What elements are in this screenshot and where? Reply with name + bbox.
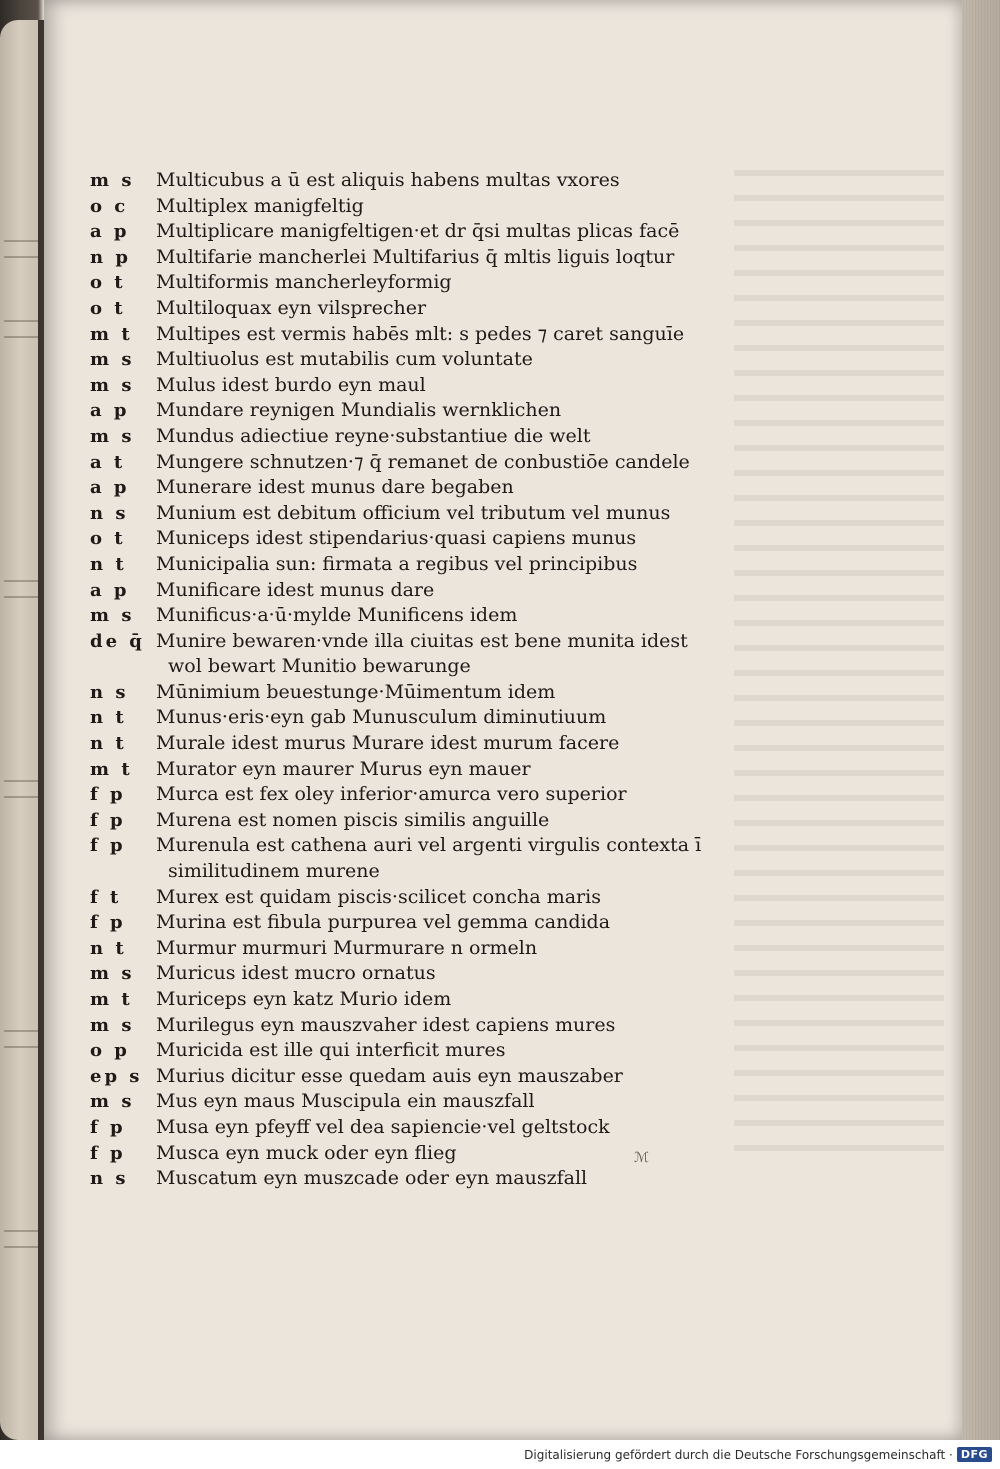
entry-text [156, 168, 620, 194]
entry-text [156, 731, 619, 757]
entry-line: Multipes est vermis habēs mlt: s pedes ⁊ caret sanguīe [156, 322, 685, 345]
printer-mark: ℳ [634, 1150, 649, 1166]
grammar-code: m t [90, 758, 133, 780]
glossary-entry [90, 552, 950, 578]
glossary-entry [90, 475, 950, 501]
grammar-code: f p [90, 784, 126, 806]
entry-line: Murenula est cathena auri vel argenti virgulis contexta ī [156, 834, 702, 857]
entry-line: Multiplex manigfeltig [156, 194, 364, 217]
glossary-entry [90, 501, 950, 527]
glossary-entry [90, 910, 950, 936]
grammar-code: m s [90, 963, 135, 985]
grammar-code: n t [90, 707, 127, 729]
entry-line: Murius dicitur esse quedam auis eyn mauszaber [156, 1064, 623, 1087]
glossary-entry [90, 398, 950, 424]
grammar-code: f p [90, 809, 126, 831]
entry-text [156, 296, 426, 322]
grammar-code: f p [90, 1116, 126, 1138]
entry-text [156, 1166, 587, 1192]
footer-credit: Digitalisierung gefördert durch die Deutsche Forschungsgemeinschaft · [524, 1447, 953, 1462]
grammar-code: f t [90, 886, 122, 908]
footer-bar [0, 1440, 1000, 1469]
show-through-mark [4, 320, 40, 338]
entry-text [156, 347, 533, 373]
glossary-entry [90, 808, 950, 834]
grammar-code: n t [90, 553, 127, 575]
entry-text [156, 270, 452, 296]
grammar-code: a p [90, 579, 130, 601]
show-through-mark [4, 1230, 40, 1248]
entry-text [156, 936, 537, 962]
grammar-code: f p [90, 1142, 126, 1164]
glossary-entry [90, 168, 950, 194]
grammar-code: n t [90, 733, 127, 755]
glossary-entry [90, 219, 950, 245]
grammar-code: m s [90, 170, 135, 191]
entry-text [156, 782, 627, 808]
grammar-code: f p [90, 835, 126, 857]
glossary-entry [90, 347, 950, 373]
entry-text [156, 1013, 615, 1039]
entry-line: Mungere schnutzen·⁊ q̄ remanet de conbustiōe candele [156, 450, 690, 473]
glossary-entry [90, 1038, 950, 1064]
glossary-entry [90, 782, 950, 808]
entry-text [156, 987, 451, 1013]
glossary-entry [90, 1013, 950, 1039]
grammar-code: de q̄ [90, 630, 145, 652]
entry-line: Mulus idest burdo eyn maul [156, 373, 426, 396]
entry-text [156, 910, 610, 936]
glossary-entry [90, 296, 950, 322]
entry-line: Mundus adiectiue reyne·substantiue die welt [156, 424, 591, 447]
entry-line: Munire bewaren·vnde illa ciuitas est bene munita idest [156, 629, 688, 652]
entry-line: Murina est fibula purpurea vel gemma candida [156, 911, 611, 934]
glossary-entry [90, 603, 950, 629]
entry-line: Multiloquax eyn vilsprecher [156, 296, 427, 319]
entry-text [156, 1064, 623, 1090]
glossary-entry [90, 629, 950, 680]
glossary-entry [90, 245, 950, 271]
entry-line: Muriceps eyn katz Murio idem [156, 988, 452, 1010]
entry-line: Mūnimium beuestunge·Mūimentum idem [156, 680, 556, 703]
grammar-code: n t [90, 937, 127, 959]
grammar-code: m s [90, 1091, 135, 1113]
entry-line: Multicubus a ū est aliquis habens multas vxores [156, 169, 620, 191]
grammar-code: m t [90, 323, 133, 345]
entry-line: Murex est quidam piscis·scilicet concha maris [156, 885, 601, 908]
entry-line: Mundare reynigen Mundialis wernklichen [156, 399, 562, 422]
entry-line: Munerare idest munus dare begaben [156, 476, 514, 499]
entry-text [156, 1089, 535, 1115]
entry-line: Musca eyn muck oder eyn flieg [156, 1141, 457, 1164]
entry-text [156, 833, 701, 884]
glossary-entry [90, 885, 950, 911]
entry-line: Murator eyn maurer Murus eyn mauer [156, 757, 531, 780]
glossary-entry [90, 578, 950, 604]
entry-line: Murale idest murus Murare idest murum facere [156, 732, 620, 755]
glossary-entry [90, 1166, 950, 1192]
grammar-code: n s [90, 1168, 129, 1190]
glossary-entry [90, 757, 950, 783]
grammar-code: ep s [90, 1065, 143, 1087]
entry-text [156, 450, 690, 476]
entry-text [156, 757, 531, 783]
entry-line: Municeps idest stipendarius·quasi capiens munus [156, 527, 637, 550]
glossary-entry [90, 526, 950, 552]
entry-text [156, 961, 436, 987]
grammar-code: n p [90, 246, 131, 268]
grammar-code: a p [90, 477, 130, 499]
entry-line: Multiplicare manigfeltigen·et dr q̄si multas plicas facē [156, 220, 680, 243]
entry-text [156, 603, 517, 629]
entry-line: Multiformis mancherleyformig [156, 271, 452, 294]
entry-line: Munium est debitum officium vel tributum vel munus [156, 501, 671, 524]
entry-text [156, 526, 636, 552]
show-through-mark [4, 580, 40, 598]
entry-line: Mus eyn maus Muscipula ein mauszfall [156, 1090, 535, 1113]
glossary-entry [90, 1089, 950, 1115]
glossary-entry [90, 322, 950, 348]
glossary-entry [90, 833, 950, 884]
entry-line: Murilegus eyn mauszvaher idest capiens mures [156, 1013, 616, 1036]
grammar-code: m t [90, 989, 133, 1010]
entry-line: Muricus idest mucro ornatus [156, 962, 436, 985]
entry-line: Muscatum eyn muszcade oder eyn mauszfall [156, 1167, 588, 1190]
grammar-code: m s [90, 349, 135, 371]
glossary-entry [90, 680, 950, 706]
show-through-mark [4, 780, 40, 798]
entry-text [156, 629, 688, 680]
grammar-code: m s [90, 605, 135, 627]
entry-text [156, 194, 364, 220]
glossary-entry [90, 373, 950, 399]
entry-line: Munificare idest munus dare [156, 578, 435, 601]
previous-page-edge [0, 20, 44, 1440]
grammar-code: m s [90, 1014, 135, 1036]
entry-text [156, 552, 637, 578]
grammar-code: n s [90, 681, 129, 703]
grammar-code: a t [90, 451, 126, 473]
grammar-code: n s [90, 502, 129, 524]
grammar-code: o t [90, 297, 126, 319]
entry-continuation-line: similitudinem murene [168, 860, 380, 883]
glossary-entry [90, 1064, 950, 1090]
grammar-code: m s [90, 374, 135, 396]
glossary-entry [90, 1115, 950, 1141]
glossary-entry [90, 1141, 950, 1167]
entry-line: Munus·eris·eyn gab Munusculum diminutiuum [156, 706, 607, 729]
entry-text [156, 808, 549, 834]
show-through-mark [4, 240, 40, 258]
glossary-entry [90, 270, 950, 296]
dfg-logo: DFG [957, 1447, 992, 1462]
entry-text [156, 1115, 610, 1141]
entry-text [156, 885, 601, 911]
entry-text [156, 373, 426, 399]
entry-text [156, 245, 674, 271]
grammar-code: o c [90, 195, 129, 217]
glossary-entry [90, 731, 950, 757]
grammar-code: o t [90, 528, 126, 550]
glossary-entry [90, 961, 950, 987]
page-edge-stack [962, 0, 1000, 1440]
entry-text [156, 1141, 457, 1167]
entry-text [156, 680, 555, 706]
glossary-entry [90, 194, 950, 220]
entry-text [156, 219, 679, 245]
entry-line: Musa eyn pfeyff vel dea sapiencie·vel geltstock [156, 1115, 610, 1138]
entry-text [156, 578, 434, 604]
show-through-mark [4, 1030, 40, 1048]
entry-text [156, 475, 514, 501]
glossary-entry [90, 705, 950, 731]
entry-line: Murmur murmuri Murmurare n ormeln [156, 936, 538, 959]
glossary-entry-list [90, 168, 950, 1192]
entry-line: Multiuolus est mutabilis cum voluntate [156, 348, 533, 371]
grammar-code: a p [90, 221, 130, 243]
entry-text [156, 424, 590, 450]
entry-text [156, 322, 684, 348]
grammar-code: o t [90, 272, 126, 294]
entry-line: Municipalia sun: firmata a regibus vel principibus [156, 552, 638, 575]
glossary-entry [90, 936, 950, 962]
entry-line: Murca est fex oley inferior·amurca vero superior [156, 783, 627, 806]
glossary-entry [90, 987, 950, 1013]
entry-line: Multifarie mancherlei Multifarius q̄ mltis liguis loqtur [156, 245, 675, 268]
glossary-entry [90, 450, 950, 476]
entry-line: Munificus·a·ū·mylde Munificens idem [156, 604, 518, 627]
entry-text [156, 398, 561, 424]
grammar-code: f p [90, 912, 126, 934]
entry-text [156, 1038, 505, 1064]
entry-continuation-line: wol bewart Munitio bewarunge [168, 655, 471, 678]
entry-text [156, 705, 606, 731]
glossary-entry [90, 424, 950, 450]
entry-text [156, 501, 670, 527]
grammar-code: o p [90, 1040, 130, 1062]
grammar-code: a p [90, 400, 130, 422]
grammar-code: m s [90, 425, 135, 447]
entry-line: Murena est nomen piscis similis anguille [156, 808, 550, 831]
entry-line: Muricida est ille qui interficit mures [156, 1039, 506, 1062]
